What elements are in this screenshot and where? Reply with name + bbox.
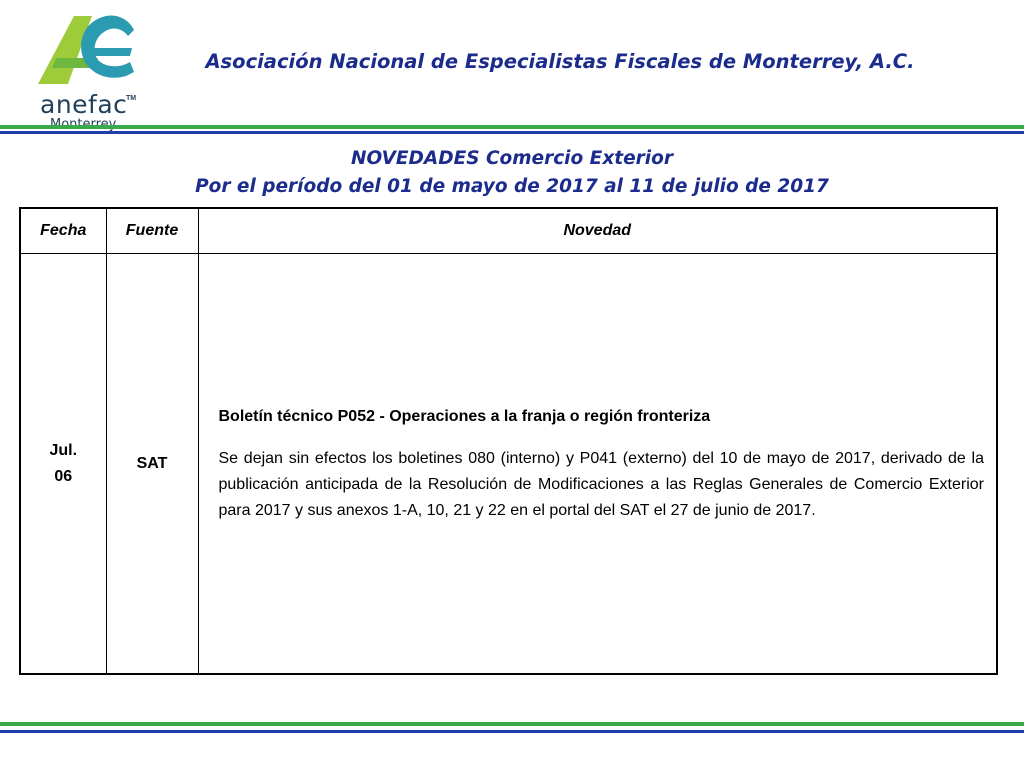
divider-blue-line <box>0 131 1024 134</box>
news-date-day: 06 <box>54 467 73 485</box>
table-header-row <box>20 208 997 254</box>
news-date-month: Jul. <box>49 441 78 459</box>
news-source: SAT <box>106 254 198 675</box>
column-header-fuente: Fuente <box>106 208 198 254</box>
organization-title: Asociación Nacional de Especialistas Fiscales de Monterrey, A.C. <box>205 50 915 73</box>
news-date <box>20 254 106 675</box>
news-cell <box>198 254 997 675</box>
footer-divider <box>0 722 1024 736</box>
footer-green-line <box>0 722 1024 726</box>
footer-blue-line <box>0 730 1024 733</box>
logo-wordmark: anefac <box>40 90 128 119</box>
divider-green-line <box>0 125 1024 129</box>
news-body: Se dejan sin efectos los boletines 080 (interno) y P041 (externo) del 10 de mayo de 2017, derivado de la publicación anticipada de la Resolución de Modificaciones a las Reglas Generales de Comercio Exterior para 2017 y sus anexos 1-A, 10, 21 y 22 en el portal del SAT el 27 de junio de 2017. <box>218 449 984 519</box>
anefac-logo <box>28 8 148 126</box>
news-title: Boletín técnico P052 - Operaciones a la franja o región fronteriza <box>218 407 711 425</box>
report-title: NOVEDADES Comercio Exterior <box>351 148 673 169</box>
column-header-fecha: Fecha <box>20 208 106 254</box>
news-table <box>19 207 998 675</box>
header-divider <box>0 125 1024 135</box>
column-header-novedad: Novedad <box>198 208 997 254</box>
logo-trademark: TM <box>126 95 137 102</box>
table-row <box>20 254 997 675</box>
ae-monogram-icon <box>34 10 144 88</box>
report-period: Por el período del 01 de mayo de 2017 al 11 de julio de 2017 <box>195 176 829 197</box>
